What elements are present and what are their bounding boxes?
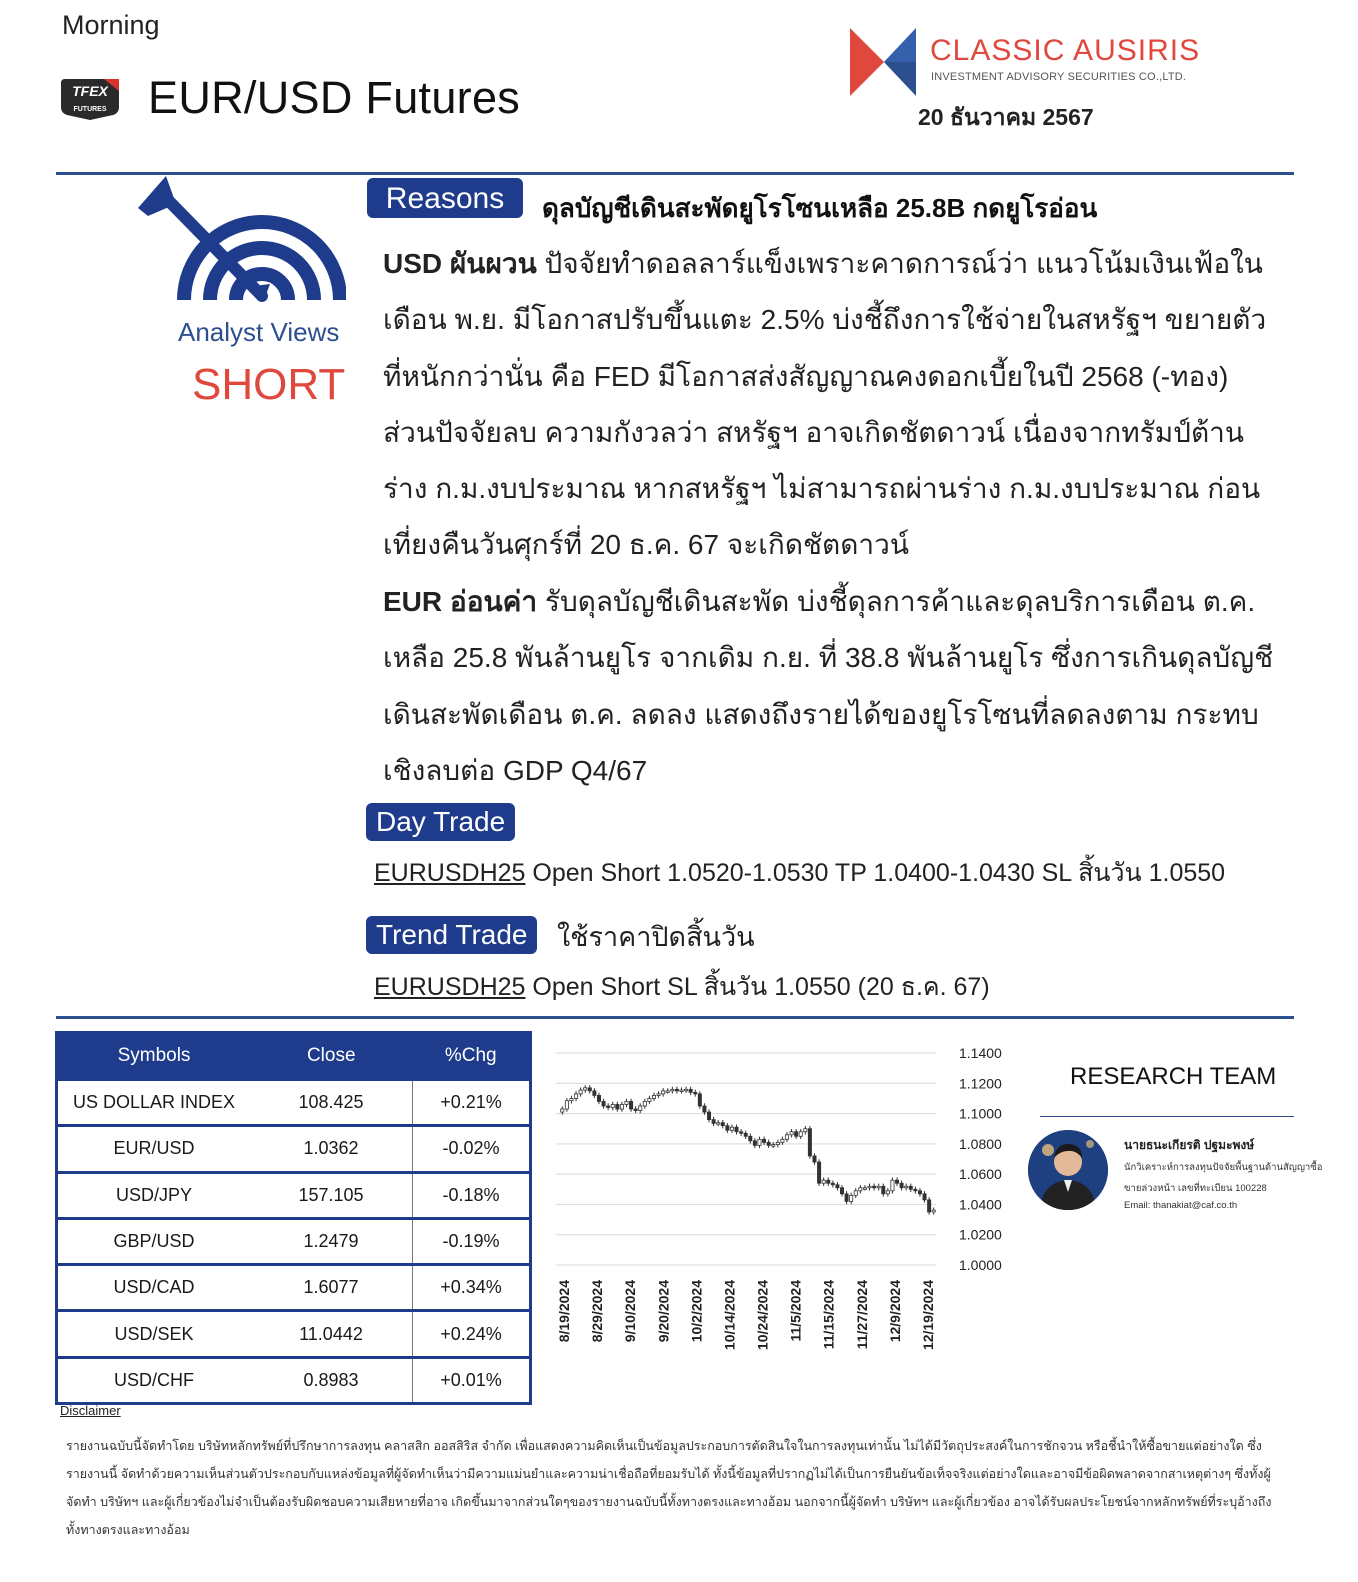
candle-body (694, 1092, 697, 1094)
candle-body (808, 1129, 811, 1156)
candle-body (762, 1139, 765, 1142)
change-cell: -0.18% (413, 1172, 531, 1218)
candle-body (886, 1191, 889, 1194)
candle-body (703, 1106, 706, 1112)
candle-body (905, 1186, 908, 1188)
x-tick-label: 12/19/2024 (920, 1280, 936, 1351)
candle-body (712, 1120, 715, 1124)
candle-body (648, 1098, 651, 1101)
usd-text: ปัจจัยทำดอลลาร์แข็งเพราะคาดการณ์ว่า แนวโน้มเงินเฟ้อในเดือน พ.ย. มีโอกาสปรับขึ้นแตะ 2.5% บ่งชี้ถึงการใช้จ่ายในสหรัฐฯ ขยายตัว ที่หนักกว่านั่น คือ FED มีโอกาสส่งสัญญาณคงดอกเบี้ยในปี 2568 (-ทอง) ส่วนปัจจัยลบ ความกังวลว่า สหรัฐฯ อาจเกิดชัตดาวน์ เนื่องจากทรัมป์ต้านร่าง ก.ม.งบประมาณ หากสหรัฐฯ ไม่สามารถผ่านร่าง ก.ม.งบประมาณ ก่อนเที่ยงคืนวันศุกร์ที่ 20 ธ.ค. 67 จะเกิดชัตดาวน์ (383, 248, 1267, 561)
x-tick-label: 11/15/2024 (820, 1280, 837, 1350)
candle-body (845, 1194, 848, 1202)
candle-body (822, 1180, 825, 1183)
analyst-portrait-icon (1028, 1130, 1108, 1210)
candle-body (785, 1135, 788, 1140)
candle-body (900, 1183, 903, 1188)
candle-body (707, 1112, 710, 1120)
candle-body (918, 1191, 921, 1194)
candle-body (781, 1139, 784, 1142)
analyst-email: Email: thanakiat@caf.co.th (1124, 1200, 1238, 1211)
candle-body (730, 1127, 733, 1130)
candle-body (850, 1195, 853, 1201)
candle-body (772, 1145, 775, 1147)
candle-body (620, 1104, 623, 1109)
candle-body (749, 1136, 752, 1141)
candle-body (717, 1123, 720, 1125)
symbol-cell: USD/CAD (57, 1265, 251, 1311)
y-tick-label: 1.0200 (959, 1226, 1002, 1243)
change-cell: +0.21% (413, 1080, 531, 1126)
analyst-views-label: Analyst Views (178, 317, 340, 347)
candle-body (666, 1091, 669, 1093)
candle-body (909, 1186, 912, 1189)
analyst-role: นักวิเคราะห์การลงทุนปัจจัยพื้นฐานด้านสัญญาซื้อ (1124, 1162, 1323, 1173)
candle-body (895, 1180, 898, 1183)
close-cell: 1.2479 (250, 1218, 413, 1264)
table-row (57, 1080, 531, 1126)
middle-divider (56, 1016, 1294, 1019)
candle-body (795, 1132, 798, 1137)
table-row (57, 1218, 531, 1264)
table-row (57, 1265, 531, 1311)
candle-body (602, 1101, 605, 1106)
candle-body (588, 1088, 591, 1091)
eur-paragraph (383, 574, 1288, 799)
candle-body (662, 1091, 665, 1094)
x-tick-label: 8/29/2024 (589, 1280, 606, 1343)
x-tick-label: 11/27/2024 (853, 1280, 870, 1350)
table-row (57, 1311, 531, 1357)
close-cell: 11.0442 (250, 1311, 413, 1357)
candle-body (817, 1162, 820, 1183)
y-tick-label: 1.1200 (959, 1075, 1002, 1092)
close-cell: 157.105 (250, 1172, 413, 1218)
candle-body (593, 1091, 596, 1096)
target-arrow-icon (136, 174, 346, 306)
disclaimer-text: รายงานฉบับนี้จัดทำโดย บริษัทหลักทรัพย์ที่ปรึกษาการลงทุน คลาสสิก ออสสิริส จำกัด เพื่อแสดงความคิดเห็นเป็นข้อมูลประกอบการตัดสินใจในการลงทุนเท่านั้น ไม่ได้มีวัตถุประสงค์ในการชักจวน หรือชี้นำให้ซื้อขายแต่อย่างใด ซึ่งรายงานนี้ จัดทำด้วยความเห็นส่วนตัวประกอบกับแหล่งข้อมูลที่ผู้จัดทำเห็นว่ามีความแม่นยำและความน่าเชื่อถือที่ยอมรับได้ ทั้งนี้ข้อมูลที่ปรากฏไม่ได้เป็นการยืนยันข้อเท็จจริงแต่อย่างใดและอาจมีข้อผิดพลาดจากสาเหตุต่างๆ ซึ่งทั้งผู้จัดทำ บริษัทฯ และผู้เกี่ยวข้องไม่จำเป็นต้องรับผิดชอบความเสียหายที่อาจ เกิดขึ้นมาจากส่วนใดๆของรายงานฉบับนี้ทั้งทางตรงและทางอ้อม นอกจากนี้ผู้จัดทำ บริษัทฯ และผู้เกี่ยวข้อง อาจได้รับผลประโยชน์จากหลักทรัพย์ที่ระบุอ้างถึงทั้งทางตรงและทางอ้อม (66, 1439, 1272, 1537)
symbol-cell: USD/CHF (57, 1357, 251, 1403)
tfex-logo (58, 77, 122, 121)
symbol-cell: GBP/USD (57, 1218, 251, 1264)
disclaimer-title: Disclaimer (60, 1403, 121, 1418)
y-tick-label: 1.1400 (959, 1045, 1002, 1061)
change-cell: +0.34% (413, 1265, 531, 1311)
usd-lead: USD ผันผวน (383, 248, 537, 279)
quote-table (55, 1031, 532, 1405)
change-cell: +0.24% (413, 1311, 531, 1357)
close-cell: 0.8983 (250, 1357, 413, 1403)
day-trade-line (374, 853, 1225, 893)
candle-body (634, 1109, 637, 1111)
candle-body (689, 1089, 692, 1092)
close-cell: 1.0362 (250, 1126, 413, 1172)
candle-body (872, 1186, 875, 1188)
usd-paragraph (383, 236, 1288, 574)
candle-body (758, 1139, 761, 1145)
candle-body (891, 1180, 894, 1191)
candle-body (639, 1106, 642, 1111)
report-date: 20 ธันวาคม 2567 (918, 104, 1094, 130)
x-tick-label: 10/14/2024 (721, 1280, 738, 1351)
analyst-avatar (1028, 1130, 1108, 1210)
day-trade-detail: Open Short 1.0520-1.0530 TP 1.0400-1.0430 SL สิ้นวัน 1.0550 (525, 859, 1226, 887)
candle-body (790, 1132, 793, 1135)
reasons-label: Reasons (367, 178, 523, 218)
candle-body (804, 1129, 807, 1132)
candle-body (616, 1104, 619, 1109)
symbol-cell: USD/SEK (57, 1311, 251, 1357)
svg-text:TFEX: TFEX (72, 83, 108, 99)
symbol-cell: EUR/USD (57, 1126, 251, 1172)
symbol-cell: US DOLLAR INDEX (57, 1080, 251, 1126)
candle-body (675, 1089, 678, 1091)
candle-body (570, 1098, 573, 1100)
x-tick-label: 12/9/2024 (886, 1280, 903, 1343)
candle-body (726, 1126, 729, 1131)
close-cell: 108.425 (250, 1080, 413, 1126)
candle-body (565, 1101, 568, 1109)
x-tick-label: 9/20/2024 (655, 1280, 672, 1343)
candle-body (877, 1186, 880, 1188)
candle-body (753, 1141, 756, 1146)
candle-body (680, 1090, 683, 1092)
column-header-symbols: Symbols (57, 1033, 251, 1080)
candle-body (854, 1191, 857, 1196)
y-tick-label: 1.0600 (959, 1166, 1002, 1183)
candle-body (611, 1104, 614, 1107)
candle-body (868, 1186, 871, 1188)
candle-body (863, 1188, 866, 1190)
candle-body (652, 1095, 655, 1098)
page-title: EUR/USD Futures (148, 72, 521, 123)
candle-body (625, 1101, 628, 1104)
eur-text: รับดุลบัญชีเดินสะพัด บ่งชี้ดุลการค้าและดุลบริการเดือน ต.ค. เหลือ 25.8 พันล้านยูโร จากเดิม ก.ย. ที่ 38.8 พันล้านยูโร ซึ่งการเกินดุลบัญชีเดินสะพัดเดือน ต.ค. ลดลง แสดงถึงรายได้ของยูโรโซนที่ลดลงตาม กระทบเชิงลบต่อ GDP Q4/67 (383, 586, 1274, 786)
candle-body (932, 1210, 935, 1212)
reasons-headline: ดุลบัญชีเดินสะพัดยูโรโซนเหลือ 25.8B กดยูโรอ่อน (542, 193, 1098, 223)
day-trade-symbol: EURUSDH25 (374, 859, 526, 887)
candle-body (629, 1101, 632, 1109)
candle-body (928, 1200, 931, 1212)
candle-body (836, 1185, 839, 1188)
x-tick-label: 10/2/2024 (688, 1280, 705, 1343)
trend-trade-line (374, 967, 990, 1007)
brand-subtitle: INVESTMENT ADVISORY SECURITIES CO.,LTD. (931, 71, 1187, 83)
candle-body (657, 1094, 660, 1096)
brand-name: CLASSIC AUSIRIS (930, 34, 1201, 67)
analyst-license: ขายล่วงหน้า เลขที่ทะเบียน 100228 (1124, 1183, 1267, 1194)
svg-text:FUTURES: FUTURES (73, 106, 107, 113)
candle-body (914, 1189, 917, 1191)
eurusd-candlestick-chart (540, 1035, 1020, 1375)
candle-body (859, 1188, 862, 1191)
y-tick-label: 1.0000 (959, 1257, 1002, 1273)
y-tick-label: 1.1000 (959, 1105, 1002, 1122)
research-team-title: RESEARCH TEAM (1070, 1063, 1277, 1090)
analyst-view-value: SHORT (192, 360, 346, 409)
x-tick-label: 8/19/2024 (556, 1280, 572, 1343)
table-header-row (57, 1033, 531, 1080)
candle-body (831, 1183, 834, 1185)
x-tick-label: 10/24/2024 (754, 1280, 771, 1351)
change-cell: -0.02% (413, 1126, 531, 1172)
candle-body (721, 1123, 724, 1126)
classic-ausiris-logo (848, 26, 918, 98)
analyst-name: นายธนะเกียรติ ปฐมะพงษ์ (1124, 1138, 1255, 1152)
candle-body (579, 1090, 582, 1094)
y-tick-label: 1.0400 (959, 1196, 1002, 1213)
candle-body (584, 1088, 587, 1090)
candle-body (744, 1133, 747, 1136)
trend-trade-symbol: EURUSDH25 (374, 973, 526, 1001)
candle-body (574, 1094, 577, 1099)
candle-body (684, 1089, 687, 1091)
candle-body (643, 1101, 646, 1106)
eur-lead: EUR อ่อนค่า (383, 586, 538, 617)
candle-body (776, 1142, 779, 1144)
column-header-close: Close (250, 1033, 413, 1080)
candle-body (561, 1109, 564, 1112)
y-tick-label: 1.0800 (959, 1135, 1002, 1152)
candle-body (827, 1180, 830, 1183)
candle-body (840, 1188, 843, 1194)
edition-label: Morning (62, 10, 160, 40)
candle-body (767, 1142, 770, 1145)
change-cell: -0.19% (413, 1218, 531, 1264)
candle-body (735, 1127, 738, 1132)
symbol-cell: USD/JPY (57, 1172, 251, 1218)
x-tick-label: 11/5/2024 (787, 1280, 804, 1342)
research-divider (1040, 1116, 1294, 1117)
candle-body (698, 1094, 701, 1106)
candle-body (882, 1186, 885, 1194)
candle-body (671, 1089, 674, 1091)
table-row (57, 1357, 531, 1403)
trend-trade-note: ใช้ราคาปิดสิ้นวัน (557, 922, 755, 952)
candle-body (740, 1132, 743, 1134)
trend-trade-label: Trend Trade (366, 916, 537, 954)
table-row (57, 1126, 531, 1172)
day-trade-label: Day Trade (366, 803, 515, 841)
candle-body (813, 1156, 816, 1162)
change-cell: +0.01% (413, 1357, 531, 1403)
trend-trade-detail: Open Short SL สิ้นวัน 1.0550 (20 ธ.ค. 67) (525, 973, 990, 1001)
table-row (57, 1172, 531, 1218)
candle-body (607, 1106, 610, 1108)
candle-body (799, 1132, 802, 1137)
close-cell: 1.6077 (250, 1265, 413, 1311)
column-header-change: %Chg (413, 1033, 531, 1080)
candle-body (597, 1095, 600, 1101)
x-tick-label: 9/10/2024 (622, 1280, 639, 1343)
candle-body (923, 1194, 926, 1200)
